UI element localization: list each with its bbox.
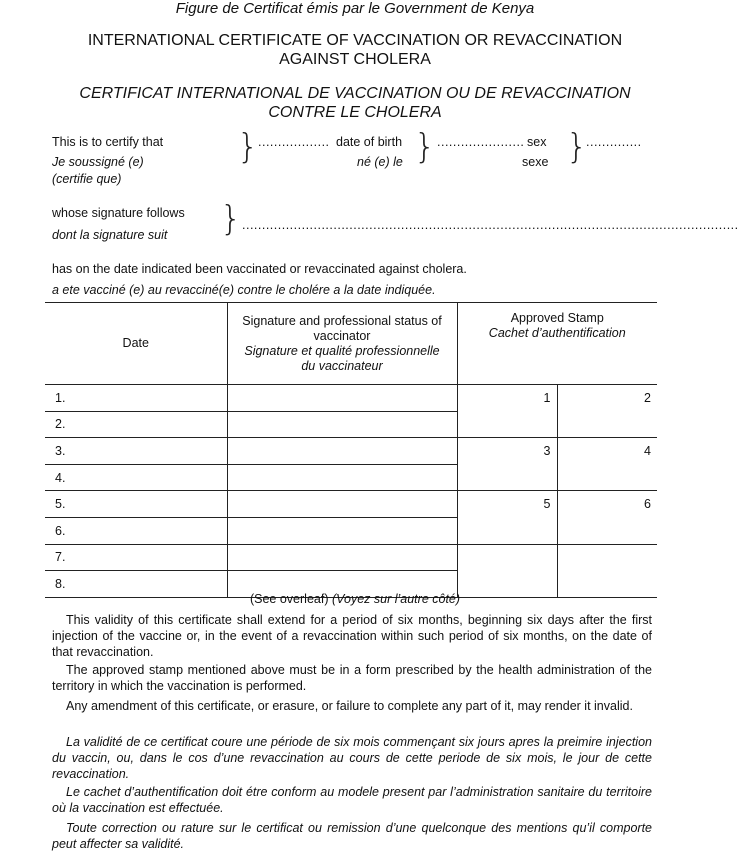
sex-label-fr: sexe bbox=[522, 155, 549, 169]
row-date-1[interactable]: 1. bbox=[45, 385, 227, 412]
paragraph-validity-en-text: This validity of this certificate shall extend for a period of six months, beginning six days after the first injection of the vaccine or, in the event of a revaccination within such period of six months, on the date of that revaccination. bbox=[52, 613, 652, 659]
header-signature-en1: Signature and professional status of bbox=[242, 313, 442, 328]
row-signature-1[interactable] bbox=[227, 385, 457, 412]
see-overleaf-fr: (Voyez sur l’autre côté) bbox=[331, 592, 461, 606]
dob-label-fr: né (e) le bbox=[357, 155, 403, 169]
header-stamp-fr: Cachet d’authentification bbox=[488, 326, 626, 340]
row-date-2[interactable]: 2. bbox=[45, 411, 227, 438]
dob-field-dots[interactable]: ...................... bbox=[437, 135, 525, 149]
certify-label-en: This is to certify that bbox=[52, 135, 164, 149]
header-signature bbox=[227, 303, 457, 385]
paragraph-validity-en bbox=[52, 612, 652, 660]
paragraph-stamp-fr-text: Le cachet d’authentification doit étre conform au modele present par l’administration sanitaire du territoire où la vaccination est effectuée. bbox=[52, 785, 652, 815]
row-date-8[interactable]: 8. bbox=[45, 571, 227, 598]
certify-label-fr-sub: (certifie que) bbox=[52, 172, 122, 186]
brace-4: } bbox=[220, 199, 242, 239]
paragraph-validity-fr-text: La validité de ce certificat coure une période de six mois commençant six jours apres la preimire injection du vaccin, ou, dans le cos d’une revaccination au cours de cette periode de six mois, le jour de cette revaccination. bbox=[52, 735, 652, 781]
row-signature-3[interactable] bbox=[227, 438, 457, 465]
title-french-line1: CERTIFICAT INTERNATIONAL DE VACCINATION OU DE REVACCINATION bbox=[79, 85, 631, 102]
signature-field-dots[interactable]: ............................................................................................................................. bbox=[242, 218, 739, 232]
figure-caption: Figure de Certificat émis par le Government de Kenya bbox=[175, 0, 535, 17]
row-signature-6[interactable] bbox=[227, 517, 457, 544]
dob-label-en: date of birth bbox=[336, 135, 403, 149]
stamp-number-1: 1 bbox=[543, 391, 551, 405]
row-date-7[interactable]: 7. bbox=[45, 544, 227, 571]
brace-3: } bbox=[566, 127, 588, 167]
paragraph-stamp-en-text: The approved stamp mentioned above must be in a form prescribed by the health administration of the territory in which the vaccination is performed. bbox=[52, 663, 652, 693]
row-date-4[interactable]: 4. bbox=[45, 464, 227, 491]
title-english-line2: AGAINST CHOLERA bbox=[279, 51, 431, 68]
title-french bbox=[0, 84, 710, 122]
stamp-number-3: 3 bbox=[543, 444, 551, 459]
row-date-3[interactable]: 3. bbox=[45, 438, 227, 465]
stamp-cell-2[interactable] bbox=[557, 385, 657, 438]
signature-label-fr: dont la signature suit bbox=[52, 228, 168, 242]
header-signature-en2: vaccinator bbox=[313, 328, 371, 343]
stamp-cell-5[interactable] bbox=[457, 491, 557, 544]
title-english bbox=[0, 31, 710, 69]
stamp-number-5: 5 bbox=[543, 497, 551, 512]
stamp-cell-8[interactable] bbox=[557, 544, 657, 597]
stamp-cell-7[interactable] bbox=[457, 544, 557, 597]
title-french-line2: CONTRE LE CHOLERA bbox=[268, 104, 442, 121]
row-signature-7[interactable] bbox=[227, 544, 457, 571]
row-date-5[interactable]: 5. bbox=[45, 491, 227, 518]
stamp-number-6: 6 bbox=[644, 497, 651, 512]
stamp-cell-1[interactable] bbox=[457, 385, 557, 438]
stamp-cell-3[interactable] bbox=[457, 438, 557, 491]
row-signature-5[interactable] bbox=[227, 491, 457, 518]
statement-en: has on the date indicated been vaccinated or revaccinated against cholera. bbox=[52, 262, 467, 276]
stamp-number-4: 4 bbox=[644, 444, 651, 459]
see-overleaf bbox=[0, 592, 710, 606]
header-date bbox=[45, 303, 227, 385]
stamp-cell-4[interactable] bbox=[557, 438, 657, 491]
paragraph-amendment-en bbox=[52, 698, 652, 714]
vaccination-table bbox=[45, 302, 657, 598]
stamp-number-2: 2 bbox=[644, 391, 651, 405]
title-english-line1: INTERNATIONAL CERTIFICATE OF VACCINATION OR REVACCINATION bbox=[87, 32, 623, 49]
paragraph-validity-fr bbox=[52, 734, 652, 782]
sex-label-en: sex bbox=[527, 135, 547, 149]
statement-fr: a ete vacciné (e) au revacciné(e) contre le cholére a la date indiquée. bbox=[52, 283, 436, 297]
brace-2: } bbox=[414, 127, 436, 167]
stamp-cell-6[interactable] bbox=[557, 491, 657, 544]
row-signature-4[interactable] bbox=[227, 464, 457, 491]
paragraph-stamp-en bbox=[52, 662, 652, 694]
paragraph-stamp-fr bbox=[52, 784, 652, 816]
header-signature-fr1: Signature et qualité professionnelle bbox=[244, 343, 440, 358]
paragraph-amendment-fr bbox=[52, 820, 652, 852]
certify-label-fr: Je soussigné (e) bbox=[52, 155, 144, 169]
paragraph-amendment-fr-text: Toute correction ou rature sur le certificat ou remission d’une quelconque des mentions qu’il comporte peut affecter sa validité. bbox=[52, 821, 652, 851]
header-stamp bbox=[457, 303, 657, 385]
header-signature-fr2: du vaccinateur bbox=[301, 358, 383, 373]
signature-label-en: whose signature follows bbox=[52, 206, 185, 220]
row-date-6[interactable]: 6. bbox=[45, 517, 227, 544]
brace-1: } bbox=[237, 127, 259, 167]
header-stamp-en: Approved Stamp bbox=[510, 311, 604, 325]
paragraph-amendment-en-text: Any amendment of this certificate, or erasure, or failure to complete any part of it, may render it invalid. bbox=[66, 699, 633, 713]
header-date-label: Date bbox=[122, 336, 149, 350]
row-signature-2[interactable] bbox=[227, 411, 457, 438]
name-field-dots[interactable]: .................. bbox=[258, 135, 330, 149]
see-overleaf-en: (See overleaf) bbox=[249, 592, 329, 606]
sex-field-dots[interactable]: .............. bbox=[586, 135, 642, 149]
